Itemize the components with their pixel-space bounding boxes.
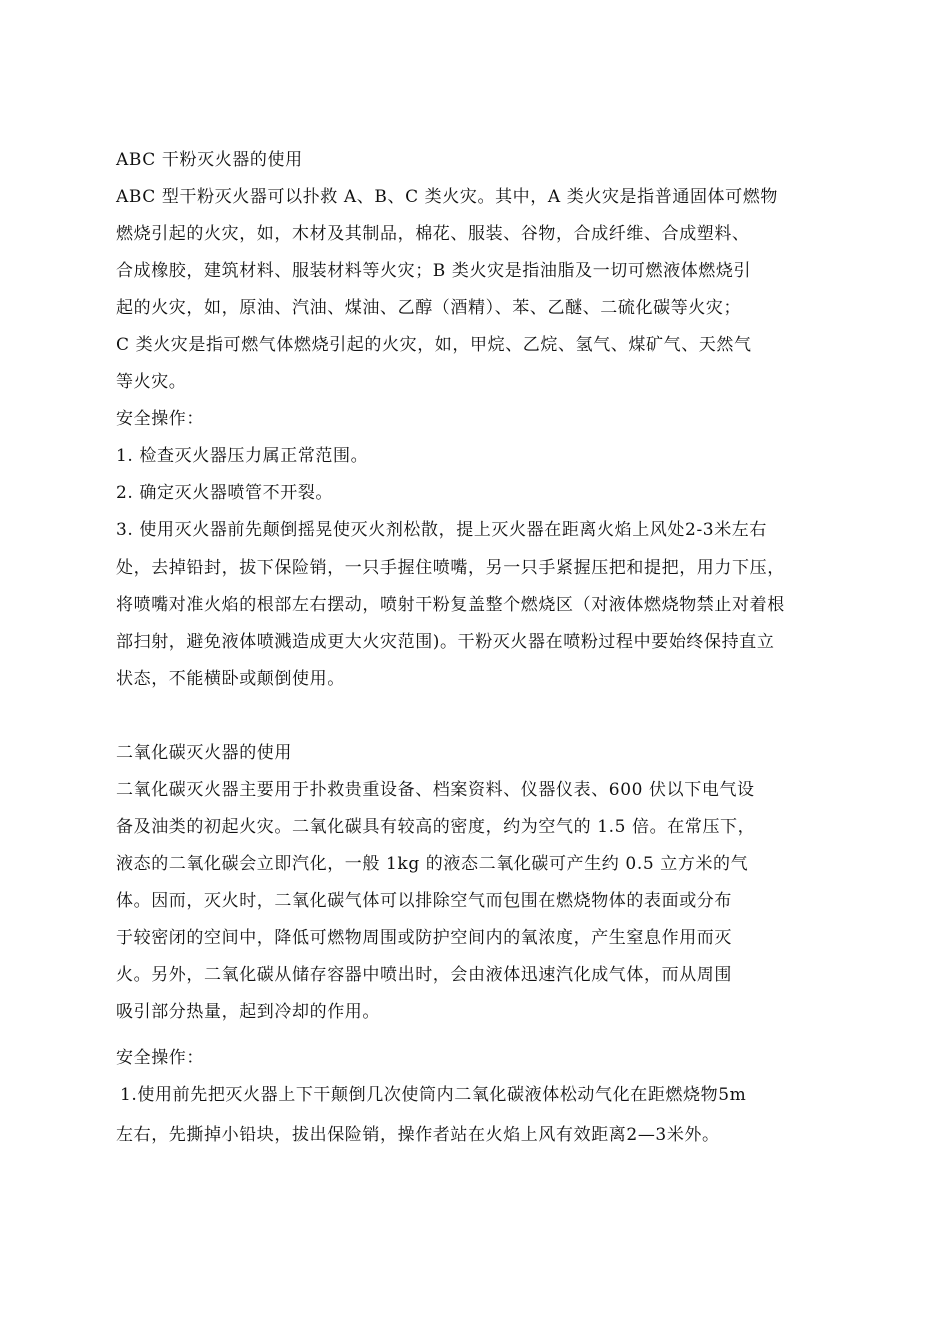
paragraph-line: 体。因而，灭火时，二氧化碳气体可以排除空气而包围在燃烧物体的表面或分布 [116,891,732,911]
safety-heading: 安全操作： [116,409,204,429]
paragraph-line: 吸引部分热量，起到冷却的作用。 [116,1002,380,1022]
step-item: 1.使用前先把灭火器上下干颠倒几次使筒内二氧化碳液体松动气化在距燃烧物5m [120,1085,747,1105]
paragraph-line: 于较密闭的空间中，降低可燃物周围或防护空间内的氧浓度，产生窒息作用而灭 [116,928,732,948]
step-item: 部扫射，避免液体喷溅造成更大火灾范围)。干粉灭火器在喷粉过程中要始终保持直立 [116,632,775,652]
step-item: 左右，先撕掉小铅块，拔出保险销，操作者站在火焰上风有效距离2—3米外。 [116,1125,720,1145]
step-item: 3. 使用灭火器前先颠倒摇晃使灭火剂松散，提上灭火器在距离火焰上风处2-3米左右 [116,520,767,540]
paragraph-line: 液态的二氧化碳会立即汽化，一般 1kg 的液态二氧化碳可产生约 0.5 立方米的气 [116,854,749,874]
paragraph-line: C 类火灾是指可燃气体燃烧引起的火灾，如，甲烷、乙烷、氢气、煤矿气、天然气 [116,335,752,355]
paragraph-line: 备及油类的初起火灾。二氧化碳具有较高的密度，约为空气的 1.5 倍。在常压下， [116,817,756,837]
paragraph-line: ABC 型干粉灭火器可以扑救 A、B、C 类火灾。其中，A 类火灾是指普通固体可燃物 [116,187,778,207]
step-item: 2. 确定灭火器喷管不开裂。 [116,483,334,503]
paragraph-line: 等火灾。 [116,372,187,392]
paragraph-line: 二氧化碳灭火器主要用于扑救贵重设备、档案资料、仪器仪表、600 伏以下电气设 [116,780,755,800]
section-title-co2: 二氧化碳灭火器的使用 [116,743,292,763]
step-item: 状态，不能横卧或颠倒使用。 [116,669,345,689]
safety-heading: 安全操作： [116,1048,204,1068]
step-item: 处，去掉铅封，拔下保险销，一只手握住喷嘴，另一只手紧握压把和提把，用力下压， [116,558,785,578]
step-item: 将喷嘴对准火焰的根部左右摆动，喷射干粉复盖整个燃烧区（对液体燃烧物禁止对着根 [116,595,785,615]
paragraph-line: 起的火灾，如，原油、汽油、煤油、乙醇（酒精）、苯、乙醚、二硫化碳等火灾； [116,298,742,318]
paragraph-line: 火。另外，二氧化碳从储存容器中喷出时，会由液体迅速汽化成气体，而从周围 [116,965,732,985]
step-item: 1. 检查灭火器压力属正常范围。 [116,446,369,466]
paragraph-line: 燃烧引起的火灾，如，木材及其制品，棉花、服装、谷物，合成纤维、合成塑料、 [116,224,750,244]
section-title-abc: ABC 干粉灭火器的使用 [116,150,303,170]
paragraph-line: 合成橡胶，建筑材料、服装材料等火灾；B 类火灾是指油脂及一切可燃液体燃烧引 [116,261,752,281]
